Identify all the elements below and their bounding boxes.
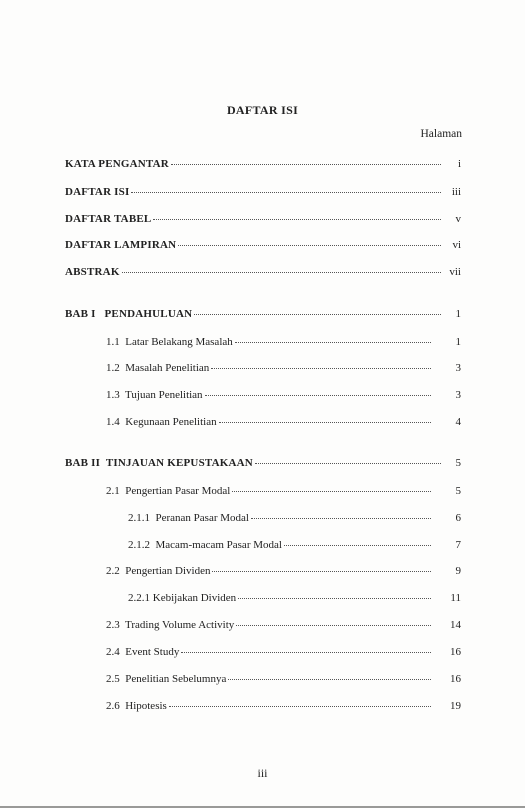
dot-leader: [255, 463, 441, 464]
toc-entry-page: 14: [450, 619, 461, 631]
toc-entry-label: 2.5 Penelitian Sebelumnya: [106, 673, 227, 685]
dot-leader: [236, 625, 431, 626]
toc-subsection: [128, 536, 461, 552]
dot-leader: [219, 422, 431, 423]
toc-subsection: [128, 509, 461, 525]
toc-entry-label: 2.3 Trading Volume Activity: [106, 619, 235, 631]
toc-entry-label: 1.4 Kegunaan Penelitian: [106, 416, 217, 428]
dot-leader: [232, 491, 431, 492]
toc-entry-page: 5: [455, 485, 461, 497]
toc-subsection: [128, 589, 461, 605]
toc-entry-label: ABSTRAK: [65, 266, 120, 278]
dot-leader: [153, 219, 441, 220]
toc-entry-page: v: [455, 213, 461, 225]
toc-entry-label: KATA PENGANTAR: [65, 158, 169, 170]
dot-leader: [235, 342, 431, 343]
dot-leader: [228, 679, 431, 680]
toc-entry-label: 2.1 Pengertian Pasar Modal: [106, 485, 231, 497]
toc-entry-label: 2.1.2 Macam-macam Pasar Modal: [128, 539, 282, 551]
dot-leader: [205, 395, 431, 396]
toc-entry-label: 2.1.1 Peranan Pasar Modal: [128, 512, 249, 524]
toc-entry: [65, 155, 461, 171]
dot-leader: [181, 652, 431, 653]
toc-entry-page: 9: [455, 565, 461, 577]
toc-chapter: [65, 305, 461, 321]
toc-entry-page: 16: [450, 673, 461, 685]
toc-entry-label: BAB II TINJAUAN KEPUSTAKAAN: [65, 457, 253, 469]
dot-leader: [194, 314, 441, 315]
toc-entry-page: 3: [455, 362, 461, 374]
toc-entry-label: 2.6 Hipotesis: [106, 700, 167, 712]
dot-leader: [251, 518, 431, 519]
page-number: iii: [257, 766, 268, 780]
toc-entry-page: 1: [455, 308, 461, 320]
toc-section: [106, 386, 461, 402]
dot-leader: [212, 571, 431, 572]
toc-entry-label: DAFTAR LAMPIRAN: [65, 239, 177, 251]
toc-entry-page: 16: [450, 646, 461, 658]
toc-entry-page: 11: [450, 592, 461, 604]
toc-section: [106, 562, 461, 578]
page-title: DAFTAR ISI: [226, 103, 299, 117]
toc-entry-label: 1.2 Masalah Penelitian: [106, 362, 210, 374]
dot-leader: [169, 706, 431, 707]
toc-entry-page: vii: [449, 266, 461, 278]
toc-section: [106, 670, 461, 686]
toc-entry: [65, 263, 461, 279]
toc-section: [106, 697, 461, 713]
toc-entry-label: DAFTAR ISI: [65, 186, 130, 198]
toc-entry-label: 1.3 Tujuan Penelitian: [106, 389, 203, 401]
toc-entry-page: 6: [455, 512, 461, 524]
toc-entry-page: vi: [452, 239, 461, 251]
toc-entry-label: 2.2 Pengertian Dividen: [106, 565, 211, 577]
dot-leader: [171, 164, 441, 165]
toc-entry-page: 19: [450, 700, 461, 712]
dot-leader: [238, 598, 431, 599]
toc-entry-label: 2.2.1 Kebijakan Dividen: [128, 592, 237, 604]
toc-entry-label: 2.4 Event Study: [106, 646, 180, 658]
toc-entry-page: 4: [455, 416, 461, 428]
toc-entry-page: iii: [451, 186, 461, 198]
toc-section: [106, 359, 461, 375]
toc-entry-label: BAB I PENDAHULUAN: [65, 308, 193, 320]
toc-entry-page: 3: [455, 389, 461, 401]
toc-section: [106, 482, 461, 498]
toc-entry: [65, 183, 461, 199]
toc-entry-page: 1: [455, 336, 461, 348]
dot-leader: [122, 272, 441, 273]
dot-leader: [131, 192, 441, 193]
toc-chapter: [65, 454, 461, 470]
toc-section: [106, 616, 461, 632]
toc-entry: [65, 210, 461, 226]
toc-entry-page: 5: [455, 457, 461, 469]
toc-entry-page: i: [457, 158, 461, 170]
toc-section: [106, 413, 461, 429]
toc-section: [106, 643, 461, 659]
dot-leader: [211, 368, 431, 369]
toc-entry-label: DAFTAR TABEL: [65, 213, 152, 225]
toc-section: [106, 333, 461, 349]
dot-leader: [178, 245, 441, 246]
toc-entry-page: 7: [455, 539, 461, 551]
toc-entry-label: 1.1 Latar Belakang Masalah: [106, 336, 233, 348]
toc-entry: [65, 236, 461, 252]
page-column-header: Halaman: [420, 128, 462, 140]
dot-leader: [284, 545, 431, 546]
